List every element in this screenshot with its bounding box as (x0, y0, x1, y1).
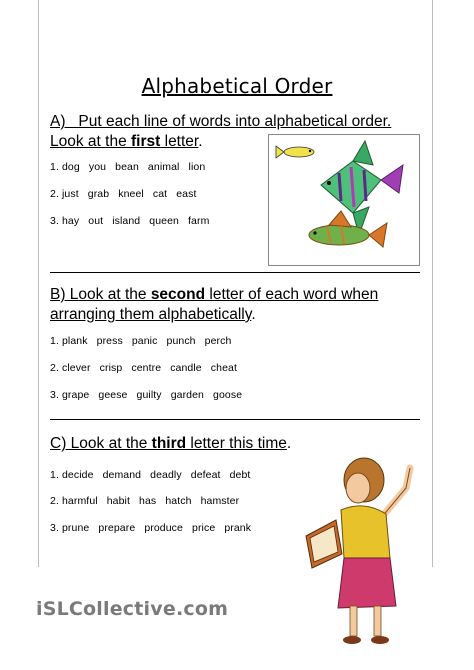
section-c-line1: C) Look at the third letter this time (50, 435, 287, 452)
section-b-row-1: 1. plank press panic punch perch (50, 335, 232, 347)
divider-b-c (50, 419, 420, 420)
site-watermark: iSLCollective.com (36, 598, 229, 620)
section-c-heading: C) Look at the third letter this time. (50, 435, 292, 452)
section-a-row-3: 3. hay out island queen farm (50, 215, 210, 227)
section-a-row-1: 1. dog you bean animal lion (50, 161, 206, 173)
section-c-row-1: 1. decide demand deadly defeat debt (50, 469, 251, 481)
section-b-heading: B) Look at the second letter of each word when arranging them alphabetically. (50, 286, 379, 323)
section-b-row-2: 2. clever crisp centre candle cheat (50, 362, 237, 374)
section-b-line1: B) Look at the second letter of each word when (50, 286, 379, 303)
teacher-reading-illustration (286, 448, 436, 648)
section-c-row-2: 2. harmful habit has hatch hamster (50, 495, 240, 507)
section-b-line2: arranging them alphabetically (50, 306, 252, 323)
fish-illustration (268, 134, 420, 266)
section-b-row-3: 3. grape geese guilty garden goose (50, 389, 243, 401)
divider-a-b (50, 272, 420, 273)
orange-fish-icon (309, 211, 387, 247)
section-a-heading: A) Put each line of words into alphabetical order. Look at the first letter. (50, 113, 392, 150)
section-c-row-3: 3. prune prepare produce price prank (50, 522, 252, 534)
section-a-line2: Look at the first letter (50, 133, 199, 150)
yellow-fish-icon (276, 146, 314, 158)
section-a-line1: A) Put each line of words into alphabetical order. (50, 113, 392, 130)
section-a-row-2: 2. just grab kneel cat east (50, 188, 197, 200)
worksheet-title: Alphabetical Order (141, 74, 333, 98)
